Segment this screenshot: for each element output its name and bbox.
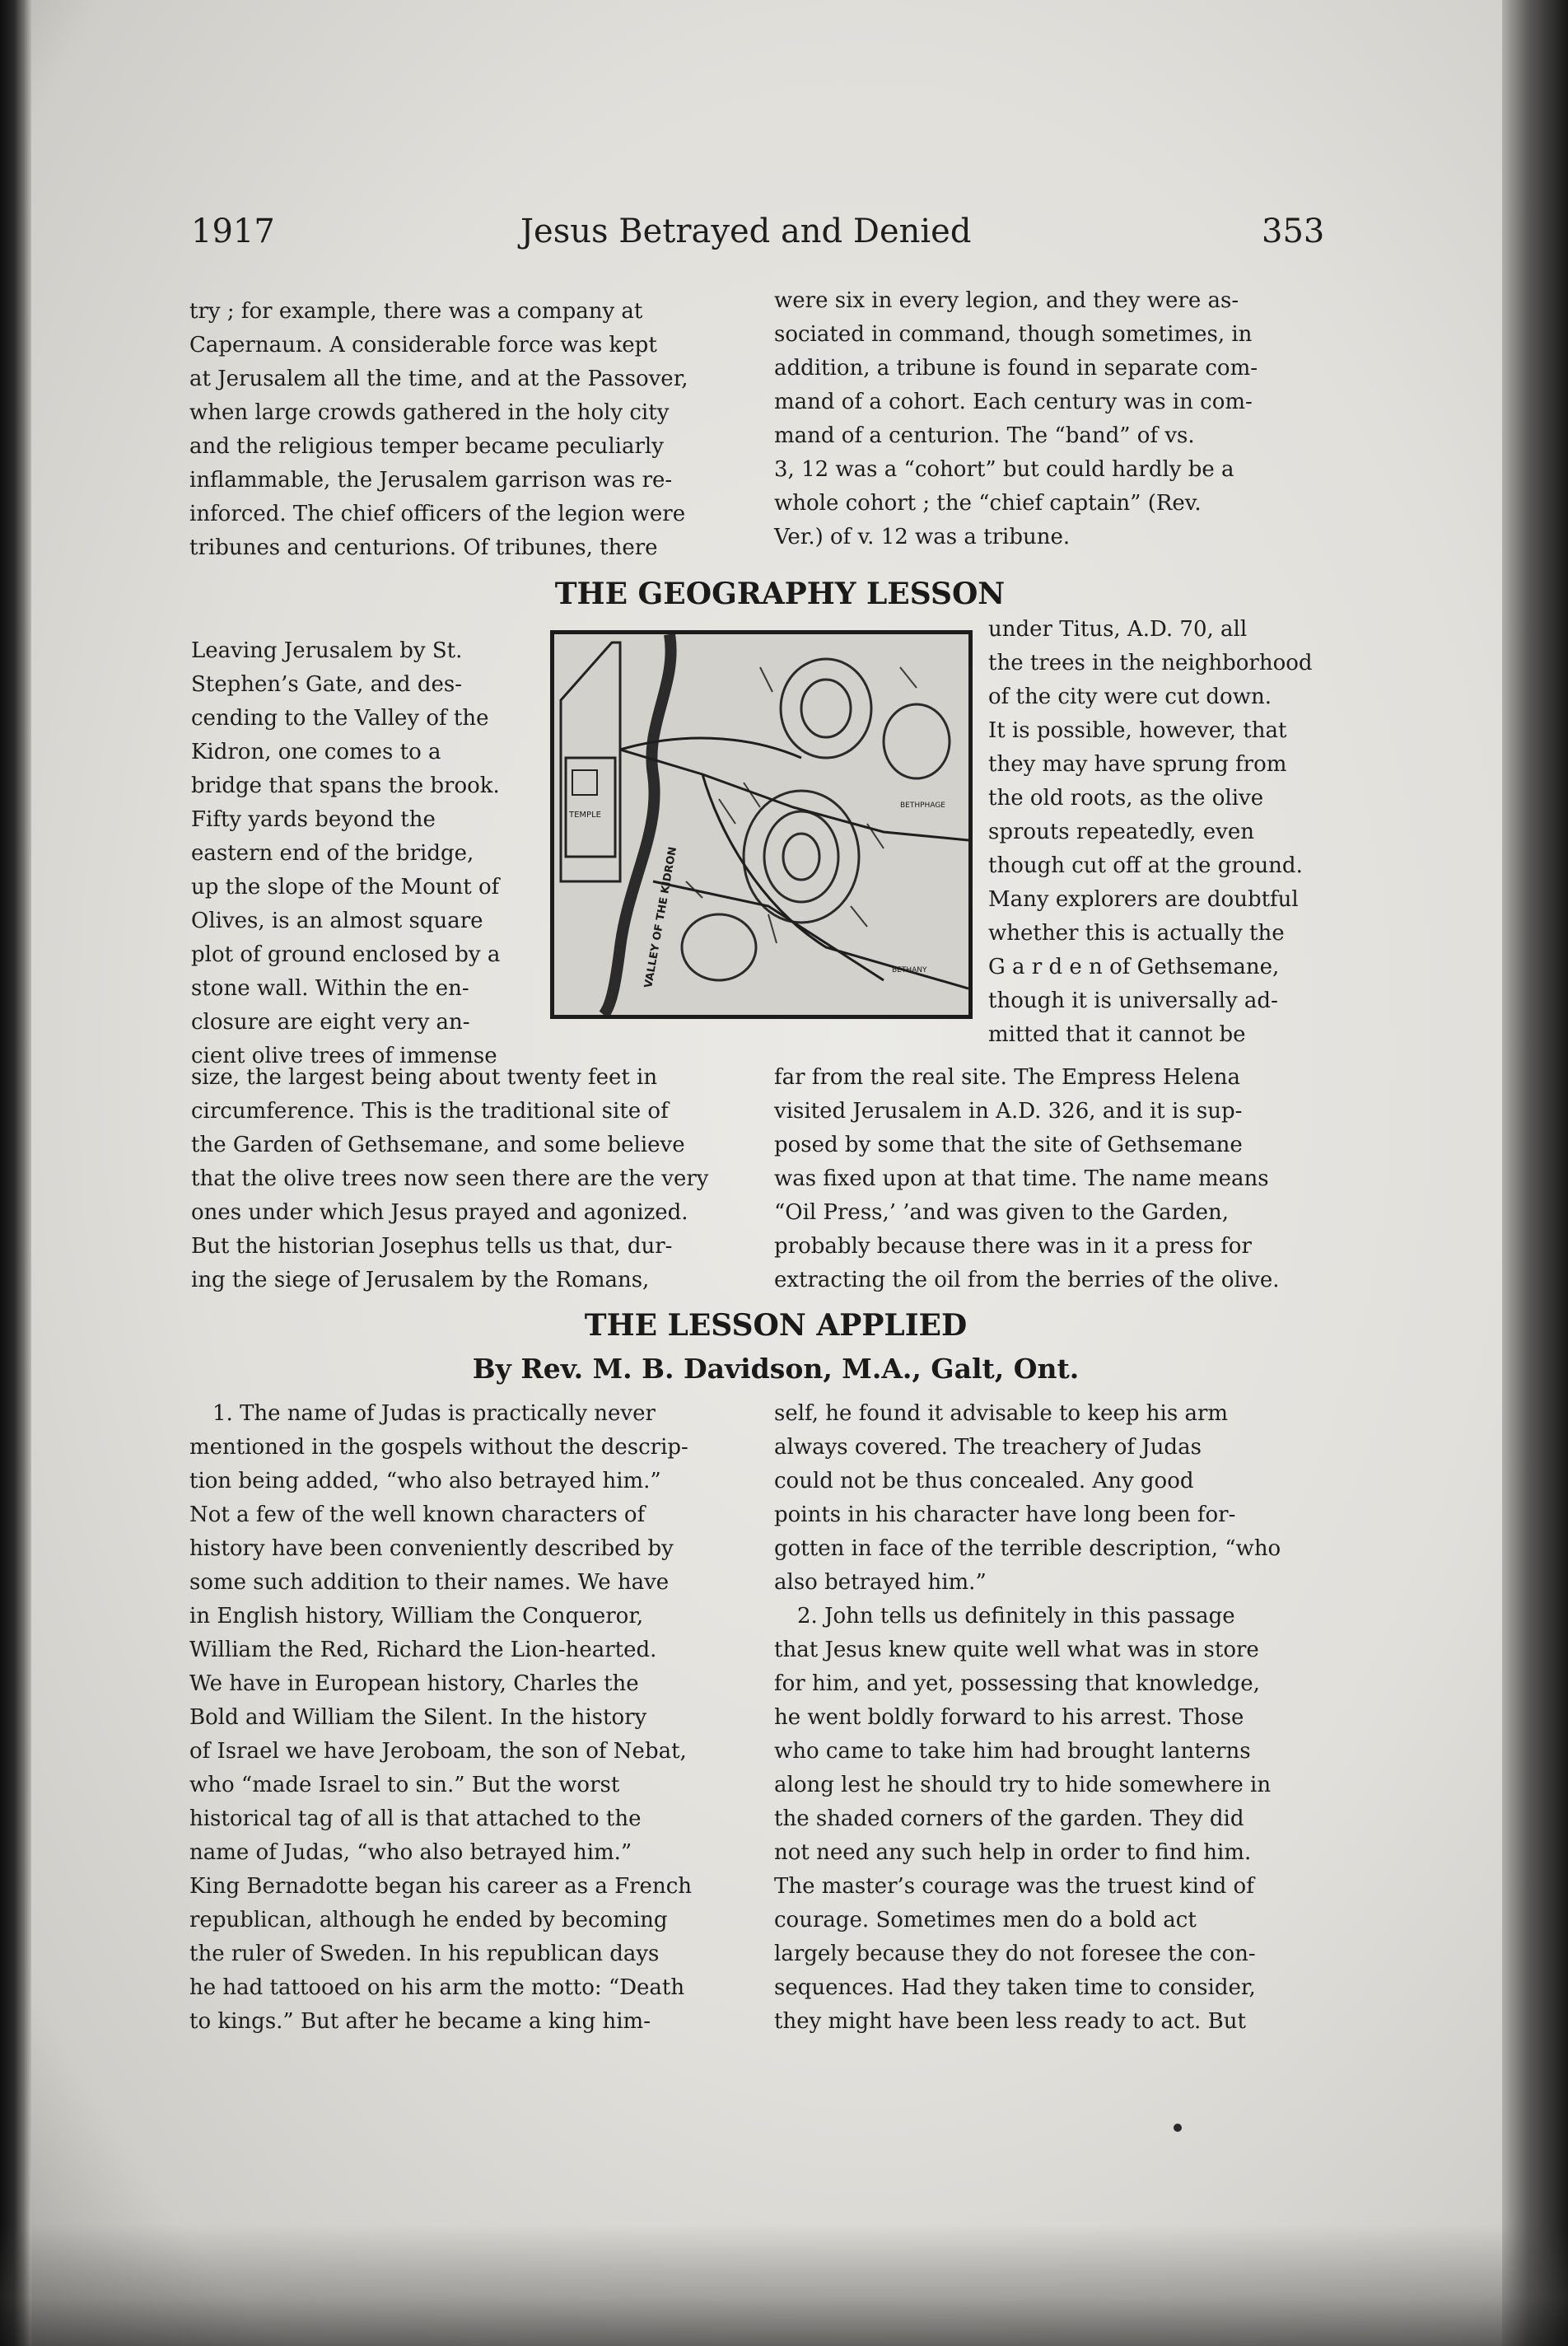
page-number: 353 [1262,213,1325,250]
applied-left-text: 1. The name of Judas is practically never mentioned in the gospels without the descrip- tion being added, “who also betrayed him.” Not a few of the well known characters of history have been conveniently described by some such addition to their names. We have in English history, William the Conqueror, William the Red, Richard the Lion-hearted. We have in European history, Charles the Bold and William the Silent. In the history of Israel we have Jeroboam, the son of Nebat, who “made Israel to sin.” But the worst historical tag of all is that attached to the name of Judas, “who also betrayed him.” King Bernadotte began his career as a French republican, although he ended by becoming the ruler of Sweden. In his republican days he had tattooed on his arm the motto: “Death to kings.” But after he became a king him- [189,1401,692,2034]
geography-bottom-right-text: far from the real site. The Empress Helena visited Jerusalem in A.D. 326, and it is sup- posed by some that the site of Gethsemane was fixed upon at that time. The name means “Oil Press,’ ’and was given to the Garden, probably because there was in it a press for extracting the oil from the berries of the olive. [774,1065,1280,1292]
ink-speck [1174,2124,1182,2132]
running-title: Jesus Betrayed and Denied [520,213,972,250]
page-edge-shadow [1502,0,1568,2346]
applied-right-paragraph-2: 2. John tells us definitely in this passage that Jesus knew quite well what was in store for him, and yet, possessing that knowledge, he went boldly forward to his arrest. Those who came to take him had brought lanterns along lest he should try to hide somewhere in the shaded corners of the garden. They did not need any such help in order to find him. The master’s courage was the truest kind of courage. Sometimes men do a bold act largely because they do not foresee the con- sequences. Had they taken time to consider, they might have been less ready to act. But [774,1604,1272,2034]
geography-lesson-title: THE GEOGRAPHY LESSON [554,577,1006,611]
top-right-column [774,284,1318,554]
geography-left-text: Leaving Jerusalem by St. Stephen’s Gate, and des- cending to the Valley of the Kidron, one comes to a bridge that spans the brook. Fifty yards beyond the eastern end of the bridge, up the slope of the Mount of Olives, is an almost square plot of ground enclosed by a stone wall. Within the en- closure are eight very an- cient olive trees of immense [191,638,501,1068]
geography-right-text: under Titus, A.D. 70, all the trees in the neighborhood of the city were cut down. It is possible, however, that they may have sprung from the old roots, as the olive sprouts repeatedly, even though cut off at the ground. Many explorers are doubtful whether this is actually the G a r d e n of Gethsemane, though it is universally ad- mitted that it cannot be [988,617,1313,1047]
map-label-temple: TEMPLE [569,811,601,820]
geography-bottom-left-column [191,1061,735,1297]
map-label-valley: VALLEY OF THE KIDRON [642,845,680,989]
geography-bottom-left-text: size, the largest being about twenty feet in circumference. This is the traditional site of the Garden of Gethsemane, and some believe that the olive trees now seen there are the very ones under which Jesus prayed and agonized. But the historian Josephus tells us that, dur- ing the siege of Jerusalem by the Romans, [191,1065,709,1292]
map-label-bethphage: BETHPHAGE [900,801,945,810]
map-label-bethany: BETHANY [892,966,927,974]
geography-bottom-right-column [774,1061,1318,1297]
author-byline: By Rev. M. B. Davidson, M.A., Galt, Ont. [472,1353,1080,1385]
top-left-column [189,295,733,565]
gethsemane-map [550,630,973,1019]
applied-right-column [774,1397,1326,2039]
page-year: 1917 [191,213,275,250]
geography-right-column [988,613,1322,1052]
book-binding-shadow [0,0,31,2346]
top-right-text: were six in every legion, and they were as- sociated in command, though sometimes, in addition, a tribune is found in separate com- mand of a cohort. Each century was in com- mand of a centurion. The “band” of vs. 3, 12 was a “cohort” but could hardly be a whole cohort ; the “chief captain” (Rev. Ver.) of v. 12 was a tribune. [774,288,1258,549]
applied-left-column [189,1397,741,2039]
top-left-text: try ; for example, there was a company at Capernaum. A considerable force was kept at Jerusalem all the time, and at the Passover, when large crowds gathered in the holy city and the religious temper became peculiarly inflammable, the Jerusalem garrison was re- inforced. The chief officers of the legion were tribunes and centurions. Of tribunes, there [189,299,688,560]
bottom-edge-shadow [0,2224,1568,2346]
geography-left-column [191,634,520,1073]
map-illustration [554,634,968,1015]
lesson-applied-title: THE LESSON APPLIED [584,1308,968,1343]
applied-right-paragraph-1: self, he found it advisable to keep his arm always covered. The treachery of Judas could not be thus concealed. Any good points in his character have long been for- gotten in face of the terrible description, “who also betrayed him.” [774,1401,1281,1595]
